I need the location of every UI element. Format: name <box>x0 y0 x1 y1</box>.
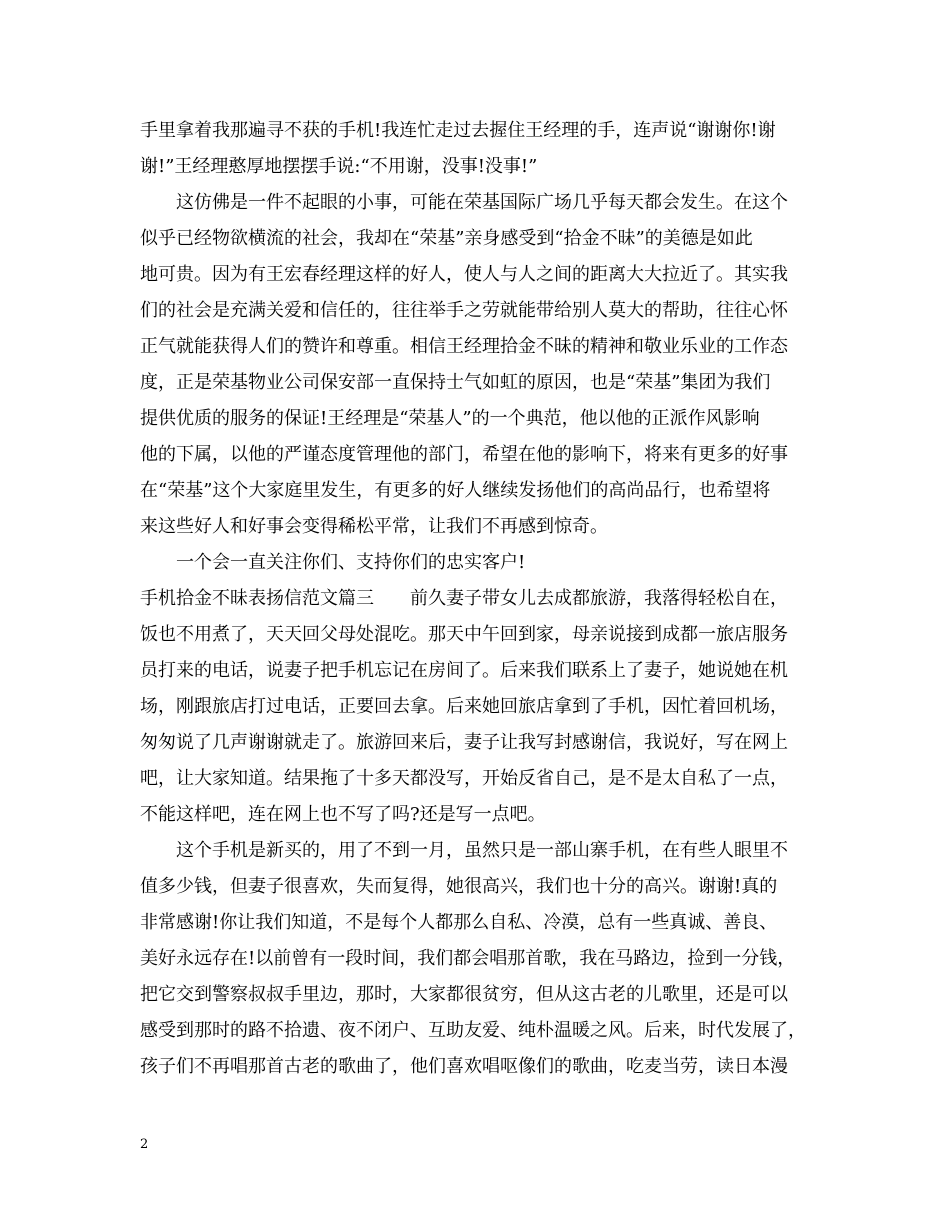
paragraph-start-line: 一个会一直关注你们、支持你们的忠实客户! <box>176 552 526 573</box>
paragraph-start-line: 这个手机是新买的，用了不到一月，虽然只是一部山寨手机，在有些人眼里不 <box>176 840 788 861</box>
text-line: 似乎已经物欲横流的社会，我却在“荣基”亲身感受到“拾金不昧”的美德是如此 <box>140 228 753 249</box>
text-line: 美好永远存在!以前曾有一段时间，我们都会唱那首歌，我在马路边，捡到一分钱， <box>140 948 796 969</box>
page-number: 2 <box>140 1137 149 1152</box>
text-line: 谢!”王经理憨厚地摆摆手说:“不用谢，没事!没事!” <box>140 156 538 177</box>
text-line: 把它交到警察叔叔手里边，那时，大家都很贫穷，但从这古老的儿歌里，还是可以 <box>140 984 788 1005</box>
text-line: 们的社会是充满关爱和信任的，往往举手之劳就能带给别人莫大的帮助，往往心怀 <box>140 300 788 321</box>
text-line: 感受到那时的路不拾遗、夜不闭户、互助友爱、纯朴温暖之风。后来，时代发展了， <box>140 1020 806 1041</box>
text-line: 员打来的电话，说妻子把手机忘记在房间了。后来我们联系上了妻子，她说她在机 <box>140 660 788 681</box>
text-line: 在“荣基”这个大家庭里发生，有更多的好人继续发扬他们的高尚品行，也希望将 <box>140 480 771 501</box>
document-body <box>140 113 830 1085</box>
section-heading-line: 手机拾金不昧表扬信范文篇三 前久妻子带女儿去成都旅游，我落得轻松自在， <box>140 588 788 609</box>
text-line: 来这些好人和好事会变得稀松平常，让我们不再感到惊奇。 <box>140 516 608 537</box>
text-line: 饭也不用煮了，天天回父母处混吃。那天中午回到家，母亲说接到成都一旅店服务 <box>140 624 788 645</box>
text-line: 不能这样吧，连在网上也不写了吗?还是写一点吧。 <box>140 804 546 825</box>
text-line: 匆匆说了几声谢谢就走了。旅游回来后，妻子让我写封感谢信，我说好，写在网上 <box>140 732 788 753</box>
text-line: 度，正是荣基物业公司保安部一直保持士气如虹的原因，也是“荣基”集团为我们 <box>140 372 771 393</box>
text-line: 正气就能获得人们的赞许和尊重。相信王经理拾金不昧的精神和敬业乐业的工作态 <box>140 336 788 357</box>
text-line: 孩子们不再唱那首古老的歌曲了，他们喜欢唱呕像们的歌曲，吃麦当劳，读日本漫 <box>140 1056 788 1077</box>
text-line: 提供优质的服务的保证!王经理是“荣基人”的一个典范，他以他的正派作风影响 <box>140 408 760 429</box>
text-line: 手里拿着我那遍寻不获的手机!我连忙走过去握住王经理的手，连声说“谢谢你!谢 <box>140 120 776 141</box>
text-line: 他的下属，以他的严谨态度管理他的部门，希望在他的影响下，将来有更多的好事 <box>140 444 788 465</box>
text-line: 场，刚跟旅店打过电话，正要回去拿。后来她回旅店拿到了手机，因忙着回机场， <box>140 696 788 717</box>
text-line: 吧，让大家知道。结果拖了十多天都没写，开始反省自己，是不是太自私了一点， <box>140 768 788 789</box>
text-line: 地可贵。因为有王宏春经理这样的好人，使人与人之间的距离大大拉近了。其实我 <box>140 264 788 285</box>
text-line: 值多少钱，但妻子很喜欢，失而复得，她很高兴，我们也十分的高兴。谢谢!真的 <box>140 876 778 897</box>
text-line: 非常感谢!你让我们知道，不是每个人都那么自私、冷漠，总有一些真诚、善良、 <box>140 912 778 933</box>
paragraph-start-line: 这仿佛是一件不起眼的小事，可能在荣基国际广场几乎每天都会发生。在这个 <box>176 192 788 213</box>
